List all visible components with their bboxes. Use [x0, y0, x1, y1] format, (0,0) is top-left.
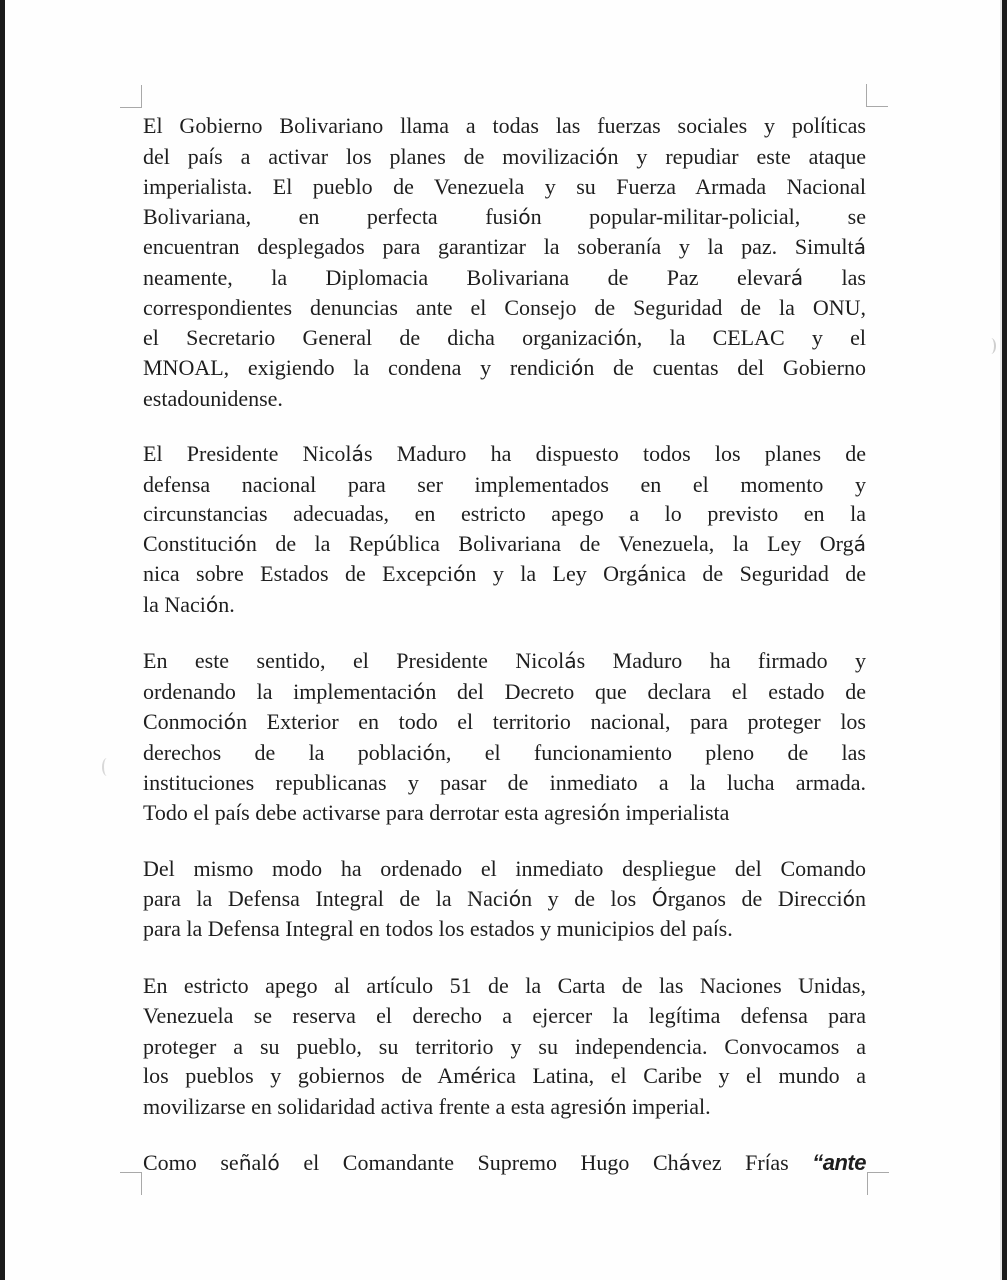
text-line: El Gobierno Bolivariano llama a todas las fuerzas sociales y políticas [143, 113, 866, 138]
accent-glyph: í [645, 235, 652, 259]
text-line: Bolivariana, en perfecta fusión popular-militar-policial, se [143, 203, 867, 229]
text-line: movilizarse en solidaridad activa frente a esta agresión imperial. [143, 1093, 711, 1119]
accent-glyph: ó [223, 710, 237, 734]
accent-glyph: á [678, 1151, 692, 1175]
accent-glyph: Ó [651, 886, 668, 911]
paragraph [143, 646, 866, 828]
accent-glyph: í [675, 1004, 682, 1028]
text-line: el Secretario General de dicha organización, la CELAC y el [143, 324, 866, 350]
accent-glyph: ó [233, 531, 246, 556]
scan-artifact [102, 758, 112, 776]
accent-glyph: á [351, 442, 364, 466]
text-line: En este sentido, el Presidente Nicolás Maduro ha firmado y [143, 648, 866, 673]
text-line: derechos de la población, el funcionamiento pleno de las [143, 739, 866, 765]
accent-glyph: í [208, 144, 215, 169]
accent-glyph: á [853, 531, 866, 556]
crop-mark-bottom-right-icon [867, 1172, 889, 1195]
accent-glyph: ó [205, 592, 219, 617]
accent-glyph: ó [508, 886, 522, 911]
accent-glyph: á [790, 265, 804, 290]
text-line: Del mismo modo ha ordenado el inmediato despliegue del Comando [143, 856, 866, 881]
accent-glyph: ó [412, 679, 426, 704]
text-line: los pueblos y gobiernos de América Latina, el Caribe y el mundo a [143, 1063, 866, 1088]
text-line: Todo el país debe activarse para derrotar esta agresión imperialista [143, 799, 730, 825]
text-line: la Nación. [143, 591, 235, 617]
text-line: para la Defensa Integral de la Nación y de los Órganos de Dirección [143, 885, 866, 911]
right-scan-border [1002, 0, 1007, 1280]
text-line: instituciones republicanas y pasar de inmediato a la lucha armada. [143, 770, 866, 795]
accent-glyph: í [389, 973, 396, 998]
text-line: Conmoción Exterior en todo el territorio nacional, para proteger los [143, 709, 866, 734]
left-scan-border [0, 0, 5, 1280]
paragraph [143, 971, 866, 1123]
text-line: Como señaló el Comandante Supremo Hugo Chávez Frías “ante [143, 1150, 866, 1175]
accent-glyph: í [713, 917, 719, 941]
accent-glyph: ó [842, 886, 855, 911]
accent-glyph: ó [613, 325, 626, 350]
accent-glyph: í [235, 800, 242, 825]
accent-glyph: ó [518, 204, 531, 229]
text-line: estadounidense. [143, 385, 283, 411]
text-line: ordenando la implementación del Decreto que declara el estado de [143, 678, 866, 704]
text-line: defensa nacional para ser implementados en el momento y [143, 471, 866, 497]
document-body [143, 111, 866, 1205]
accent-glyph: ó [596, 800, 610, 825]
accent-glyph: á [564, 649, 577, 673]
accent-glyph: ñ [238, 1151, 252, 1175]
text-line: para la Defensa Integral en todos los estados y municipios del país. [143, 916, 733, 941]
text-line: nica sobre Estados de Excepción y la Ley Orgánica de Seguridad de [143, 561, 866, 586]
text-line: proteger a su pueblo, su territorio y su independencia. Convocamos a [143, 1033, 866, 1059]
crop-mark-top-left-icon [120, 85, 142, 108]
accent-glyph: ú [384, 531, 398, 556]
bold-italic-quote-fragment: “ante [812, 1150, 866, 1175]
text-line: imperialista. El pueblo de Venezuela y su Fuerza Armada Nacional [143, 174, 866, 199]
accent-glyph: ó [422, 740, 435, 765]
accent-glyph: é [470, 1064, 483, 1088]
text-line: circunstancias adecuadas, en estricto apego a lo previsto en la [143, 501, 866, 526]
paragraph [143, 111, 866, 413]
text-line: El Presidente Nicolás Maduro ha dispuesto todos los planes de [143, 441, 866, 466]
crop-mark-bottom-left-icon [120, 1172, 142, 1195]
text-line: En estricto apego al artículo 51 de la Carta de las Naciones Unidas, [143, 972, 866, 998]
paragraph [143, 439, 866, 620]
text-line: Constitución de la República Bolivariana de Venezuela, la Ley Orgá [143, 530, 866, 556]
text-line: correspondientes denuncias ante el Consejo de Seguridad de la ONU, [143, 295, 866, 320]
accent-glyph: ó [570, 356, 584, 380]
accent-glyph: í [820, 114, 826, 138]
crop-mark-top-right-icon [866, 84, 888, 107]
text-line: del país a activar los planes de movilización y repudiar este ataque [143, 143, 866, 169]
accent-glyph: á [636, 562, 650, 586]
accent-glyph: ó [267, 1151, 280, 1175]
accent-glyph: ó [602, 1094, 616, 1119]
text-line: encuentran desplegados para garantizar la soberanía y la paz. Simultá [143, 234, 866, 259]
paragraph [143, 1148, 866, 1179]
accent-glyph: í [764, 1151, 771, 1175]
accent-glyph: á [853, 235, 866, 259]
text-line: Venezuela se reserva el derecho a ejercer la legítima defensa para [143, 1003, 867, 1028]
accent-glyph: ó [453, 562, 466, 586]
text-line: MNOAL, exigiendo la condena y rendición de cuentas del Gobierno [143, 355, 867, 380]
text-line: neamente, la Diplomacia Bolivariana de Paz elevará las [143, 264, 866, 290]
paragraph [143, 854, 866, 945]
accent-glyph: ó [595, 144, 608, 169]
scan-artifact [986, 338, 996, 354]
